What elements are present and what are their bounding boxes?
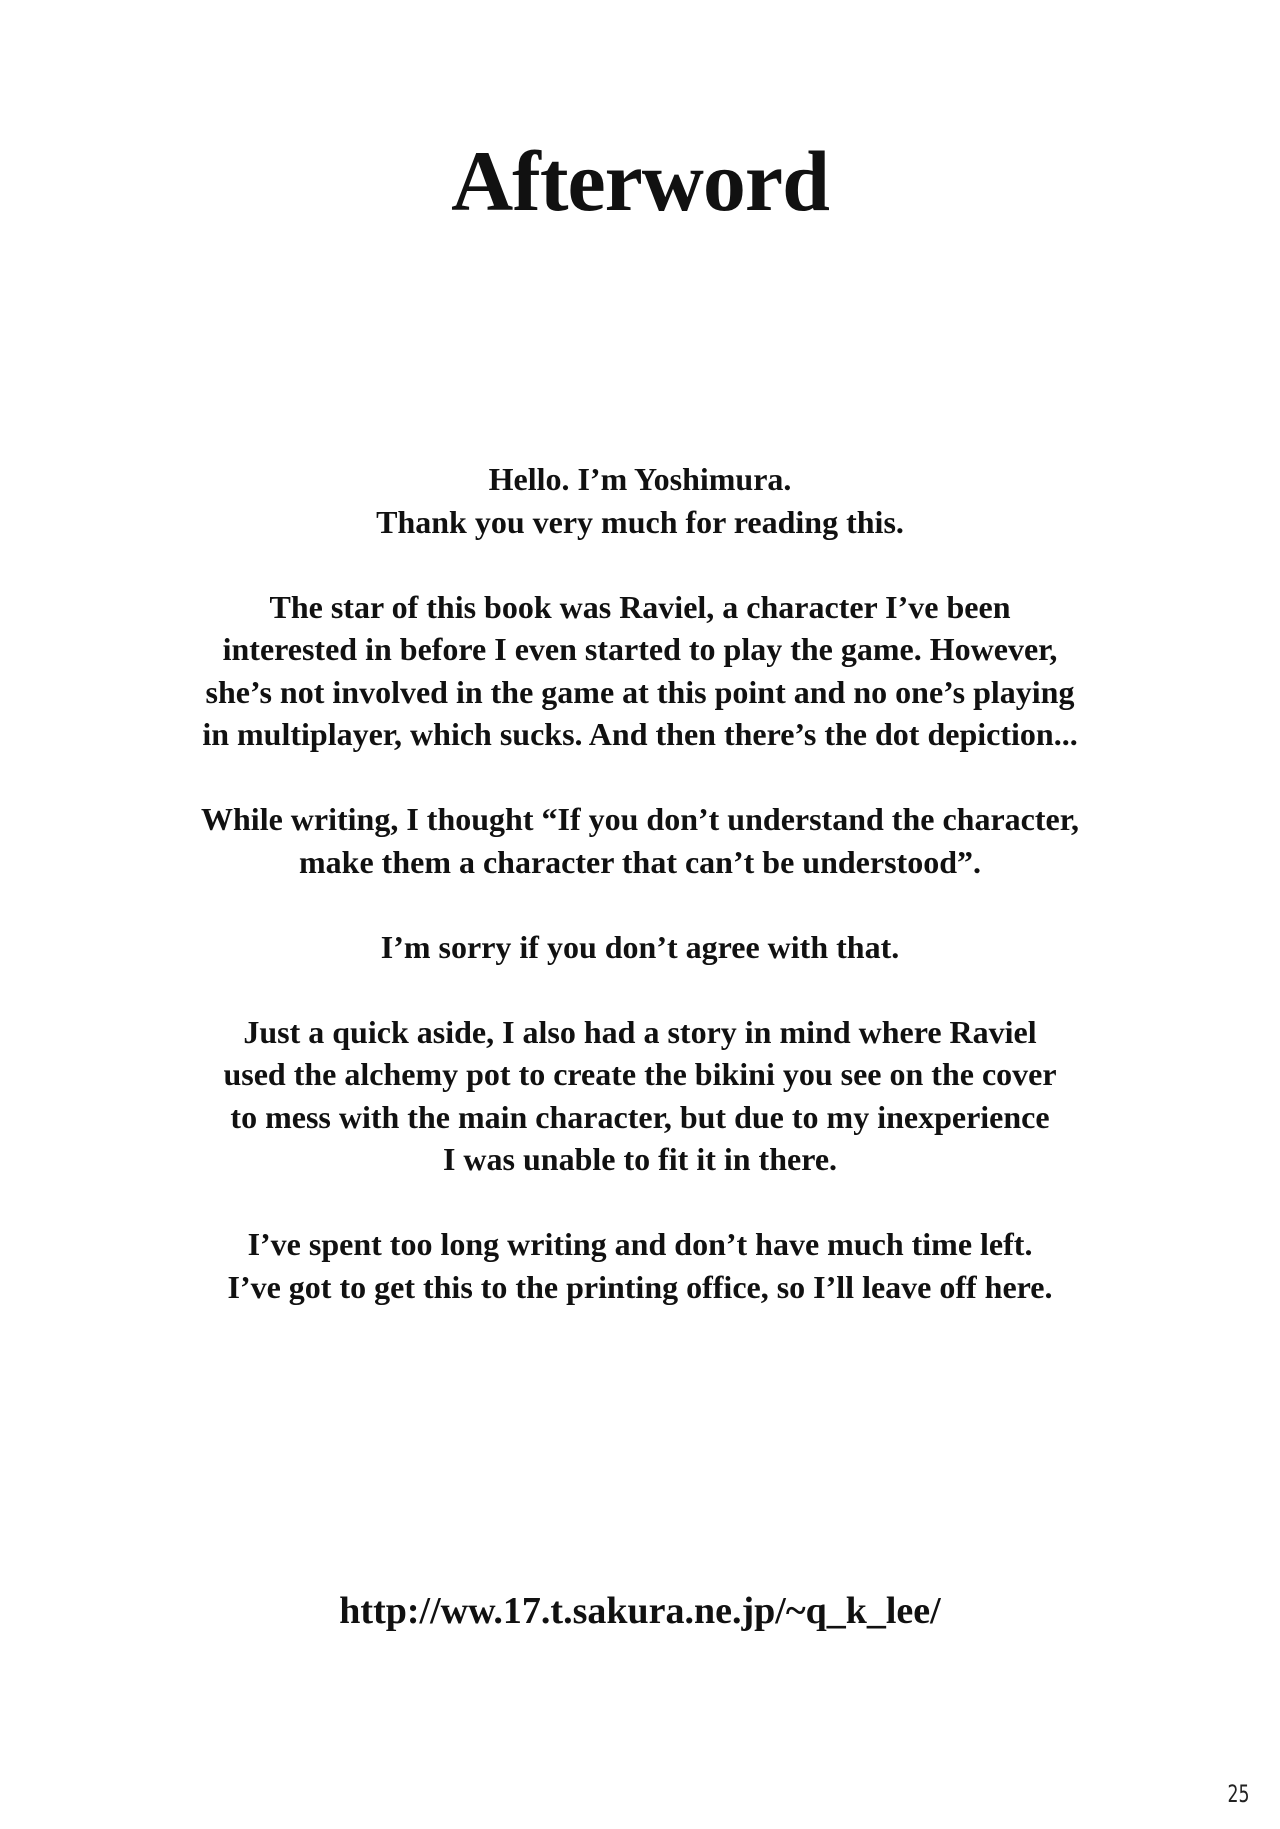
text-line: Just a quick aside, I also had a story in mind where Raviel	[243, 1013, 1037, 1050]
text-line: in multiplayer, which sucks. And then there’s the dot depiction...	[202, 716, 1078, 752]
paragraph-apology	[0, 926, 1280, 969]
author-website-url: http://ww.17.t.sakura.ne.jp/~q_k_lee/	[339, 1590, 941, 1632]
text-line: used the alchemy pot to create the bikini you see on the cover	[223, 1056, 1057, 1092]
text-line: While writing, I thought “If you don’t understand the character,	[201, 801, 1079, 837]
text-line: she’s not involved in the game at this point and no one’s playing	[205, 673, 1075, 710]
afterword-body	[0, 458, 1280, 1351]
text-line: I’m sorry if you don’t agree with that.	[380, 928, 900, 965]
text-line: Thank you very much for reading this.	[376, 503, 904, 540]
text-line: The star of this book was Raviel, a character I’ve been	[269, 588, 1011, 625]
paragraph-aside	[0, 1011, 1280, 1181]
paragraph-closing	[0, 1223, 1280, 1308]
text-line: to mess with the main character, but due to my inexperience	[230, 1098, 1050, 1135]
page-title: Afterword	[451, 133, 829, 229]
text-line: I’ve spent too long writing and don’t have much time left.	[247, 1226, 1033, 1262]
text-line: I was unable to fit it in there.	[442, 1141, 838, 1177]
page-number: 25	[1228, 1780, 1250, 1808]
paragraph-greeting	[0, 458, 1280, 543]
text-line: Hello. I’m Yoshimura.	[488, 461, 792, 497]
text-line: I’ve got to get this to the printing office, so I’ll leave off here.	[227, 1268, 1053, 1305]
paragraph-raviel	[0, 586, 1280, 756]
paragraph-writing	[0, 798, 1280, 883]
text-line: interested in before I even started to play the game. However,	[222, 631, 1058, 667]
text-line: make them a character that can’t be understood”.	[299, 843, 981, 880]
